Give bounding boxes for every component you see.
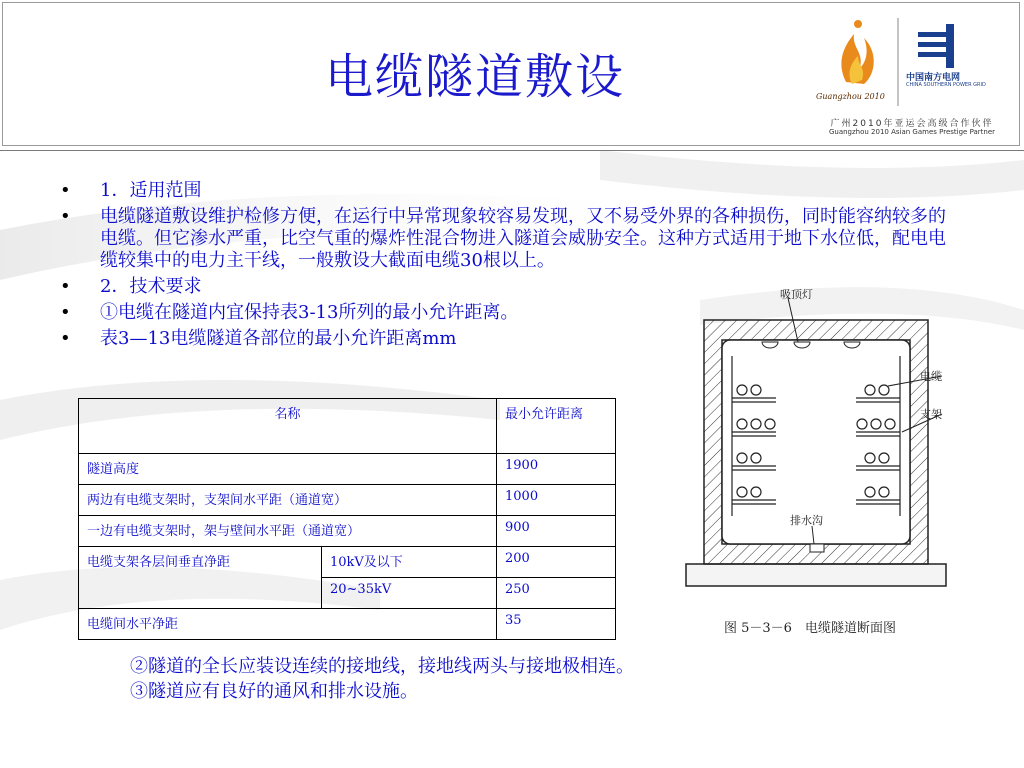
diagram-caption: 图 5－3－6 电缆隧道断面图 bbox=[724, 621, 896, 636]
row-name: 一边有电缆支架时，架与壁间水平距（通道宽） bbox=[79, 516, 497, 547]
distance-table-wrap bbox=[78, 398, 616, 640]
slide-title: 电缆隧道敷设 bbox=[324, 49, 625, 105]
bullet-item bbox=[60, 206, 950, 272]
header-min-distance: 最小允许距离 bbox=[497, 399, 616, 454]
table-row bbox=[79, 516, 616, 547]
bullet-dot-icon: • bbox=[60, 206, 71, 227]
label-bracket: 支架 bbox=[920, 408, 942, 421]
row-value: 35 bbox=[497, 609, 616, 640]
table-row bbox=[79, 547, 616, 578]
row-name: 两边有电缆支架时，支架间水平距（通道宽） bbox=[79, 485, 497, 516]
partner-text-en: Guangzhou 2010 Asian Games Prestige Partner bbox=[828, 128, 996, 136]
row-value: 200 bbox=[497, 547, 616, 578]
row-value: 1000 bbox=[497, 485, 616, 516]
table-row bbox=[79, 609, 616, 640]
bullet-text: 表3—13电缆隧道各部位的最小允许距离mm bbox=[100, 328, 457, 349]
company-name-cn: 中国南方电网 bbox=[906, 73, 961, 83]
bullet-item bbox=[60, 276, 700, 298]
label-ceiling-lamp: 吸顶灯 bbox=[780, 288, 813, 301]
bullet-dot-icon: • bbox=[60, 302, 71, 323]
bullet-text: ①电缆在隧道内宜保持表3-13所列的最小允许距离。 bbox=[100, 302, 519, 323]
sponsor-logo-area bbox=[806, 12, 1018, 138]
bullet-item bbox=[60, 328, 700, 350]
tunnel-cross-section-diagram bbox=[680, 286, 952, 638]
partner-text-cn: 广州2010年亚运会高级合作伙伴 bbox=[830, 119, 994, 129]
table-row bbox=[79, 454, 616, 485]
games-logo-text: Guangzhou 2010 bbox=[816, 92, 885, 101]
row-value: 900 bbox=[497, 516, 616, 547]
bullet-item bbox=[60, 180, 950, 202]
slide-header bbox=[0, 0, 1024, 151]
bullet-text: 电缆隧道敷设维护检修方便，在运行中异常现象较容易发现，又不易受外界的各种损伤，同时能容纳较多的电缆。但它渗水严重，比空气重的爆炸性混合物进入隧道会威胁安全。这种方式适用于地下水位低，配电电缆较集中的电力主干线，一般敷设大截面电缆30根以上。 bbox=[100, 206, 946, 271]
note-grounding: ②隧道的全长应装设连续的接地线，接地线两头与接地极相连。 bbox=[130, 656, 634, 677]
header-name: 名称 bbox=[79, 399, 497, 454]
bullet-text: 2．技术要求 bbox=[100, 276, 202, 297]
company-name-en: CHINA SOUTHERN POWER GRID bbox=[906, 82, 986, 88]
distance-table bbox=[78, 398, 616, 640]
row-value: 1900 bbox=[497, 454, 616, 485]
label-cable: 电缆 bbox=[920, 370, 942, 383]
bullet-dot-icon: • bbox=[60, 276, 71, 297]
label-drain: 排水沟 bbox=[790, 514, 823, 527]
row-name: 隧道高度 bbox=[79, 454, 497, 485]
row-subname: 20~35kV bbox=[322, 578, 497, 609]
bullet-dot-icon: • bbox=[60, 180, 71, 201]
row-name: 电缆支架各层间垂直净距 bbox=[79, 547, 322, 609]
table-header-row bbox=[79, 399, 616, 454]
row-name: 电缆间水平净距 bbox=[79, 609, 497, 640]
note-ventilation: ③隧道应有良好的通风和排水设施。 bbox=[130, 681, 418, 702]
table-row bbox=[79, 485, 616, 516]
row-subname: 10kV及以下 bbox=[322, 547, 497, 578]
bullet-item bbox=[60, 302, 700, 324]
notes-block bbox=[130, 654, 634, 704]
row-value: 250 bbox=[497, 578, 616, 609]
bullet-dot-icon: • bbox=[60, 328, 71, 349]
bullet-text: 1．适用范围 bbox=[100, 180, 202, 201]
